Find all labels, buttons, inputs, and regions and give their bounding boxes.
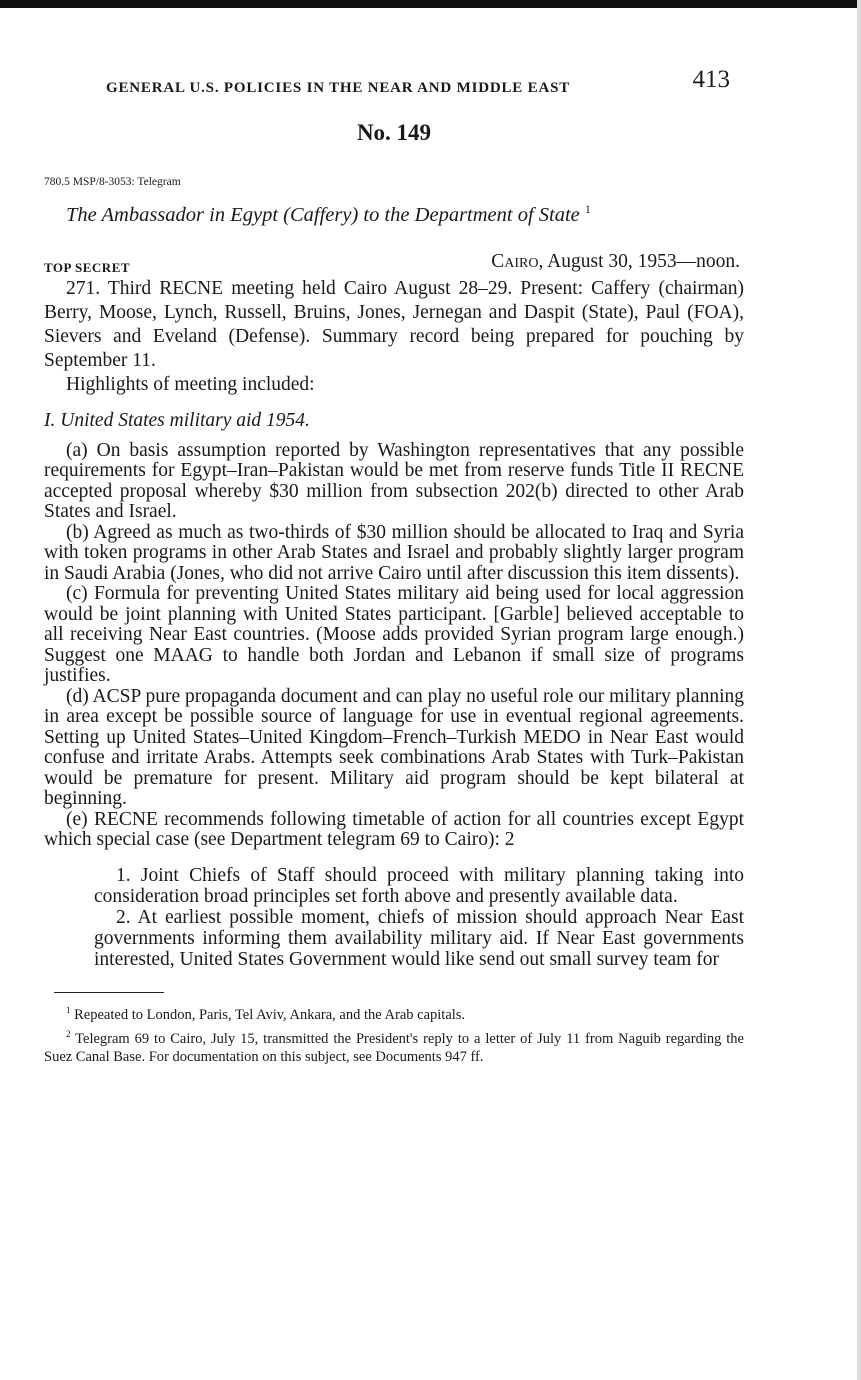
numbered-list bbox=[94, 865, 744, 970]
page-right-edge bbox=[857, 0, 861, 1380]
title-footnote-mark: 1 bbox=[584, 202, 591, 216]
telegram-body bbox=[44, 277, 744, 970]
document-title bbox=[66, 202, 744, 227]
subparagraph-list bbox=[44, 441, 744, 851]
document-number: No. 149 bbox=[356, 120, 432, 145]
intro-paragraph: 271. Third RECNE meeting held Cairo August 28–29. Present: Caffery (chairman) Berry, Moose, Lynch, Russell, Bruins, Jones, Jernegan and Daspit (State), Paul (FOA), Sievers and Eveland (Defense). Summary record being prepared for pouching by September 11. bbox=[44, 277, 744, 371]
subparagraph-c: (c) Formula for preventing United States military aid being used for local aggression would be joint planning with United States participant. [Garble] believed acceptable to all receiving Near East countries. (Moose adds provided Syrian program large enough.) Suggest one MAAG to handle both Jordan and Lebanon if small size of programs justifies. bbox=[44, 583, 744, 687]
running-title: GENERAL U.S. POLICIES IN THE NEAR AND MIDDLE EAST bbox=[106, 80, 571, 96]
date-time: August 30, 1953—noon. bbox=[547, 250, 740, 272]
footnote bbox=[44, 1025, 744, 1068]
page-number: 413 bbox=[692, 66, 730, 93]
place: Cairo, bbox=[491, 250, 544, 272]
footnotes bbox=[44, 1001, 744, 1068]
subparagraph-a: (a) On basis assumption reported by Washington representatives that any possible requirements for Egypt–Iran–Pakistan would be met from reserve funds Title II RECNE accepted proposal whereby $30 million from subsection 202(b) directed to other Arab States and Israel. bbox=[44, 439, 744, 523]
place-date bbox=[491, 251, 740, 273]
footnote-text: Repeated to London, Paris, Tel Aviv, Ankara, and the Arab capitals. bbox=[74, 1006, 466, 1023]
highlights-line: Highlights of meeting included: bbox=[66, 373, 315, 395]
numbered-item-1: 1. Joint Chiefs of Staff should proceed with military planning taking into consideration broad principles set forth above and presently available data. bbox=[94, 864, 744, 907]
document-page bbox=[44, 60, 744, 1067]
footnote-mark: 2 bbox=[66, 1028, 71, 1039]
running-head bbox=[44, 60, 744, 100]
dateline bbox=[44, 251, 744, 277]
subparagraph-d: (d) ACSP pure propaganda document and can play no useful role our military planning in area except be possible source of language for use in eventual regional agreements. Setting up United States–United Kingdom–French–Turkish MEDO in Near East would confuse and irritate Arabs. Attempts seek combinations Arab States with Turk–Pakistan would be premature for present. Military aid program should be kept bilateral at beginning. bbox=[44, 685, 744, 810]
numbered-item-2: 2. At earliest possible moment, chiefs of mission should approach Near East governments informing them availability military aid. If Near East governments interested, United States Government would like send out small survey team for bbox=[94, 906, 744, 970]
subparagraph-e: (e) RECNE recommends following timetable of action for all countries except Egypt which special case (see Department telegram 69 to Cairo): 2 bbox=[44, 808, 744, 851]
classification: TOP SECRET bbox=[44, 259, 131, 275]
subparagraph-b: (b) Agreed as much as two-thirds of $30 million should be allocated to Iraq and Syria with token programs in other Arab States and Israel and probably slightly larger program in Saudi Arabia (Jones, who did not arrive Cairo until after discussion this item dissents). bbox=[44, 521, 744, 584]
footnote-text: Telegram 69 to Cairo, July 15, transmitted the President's reply to a letter of July 11 from Naguib regarding the Suez Canal Base. For documentation on this subject, see Documents 947 ff. bbox=[44, 1030, 744, 1066]
page-top-border bbox=[0, 0, 861, 8]
document-title-text: The Ambassador in Egypt (Caffery) to the Department of State bbox=[66, 203, 580, 226]
footnote-mark: 1 bbox=[66, 1004, 71, 1015]
footnote-divider bbox=[54, 992, 164, 993]
section-heading: I. United States military aid 1954. bbox=[44, 409, 310, 431]
file-reference: 780.5 MSP/8-3053: Telegram bbox=[44, 176, 181, 188]
footnote bbox=[44, 1001, 744, 1025]
